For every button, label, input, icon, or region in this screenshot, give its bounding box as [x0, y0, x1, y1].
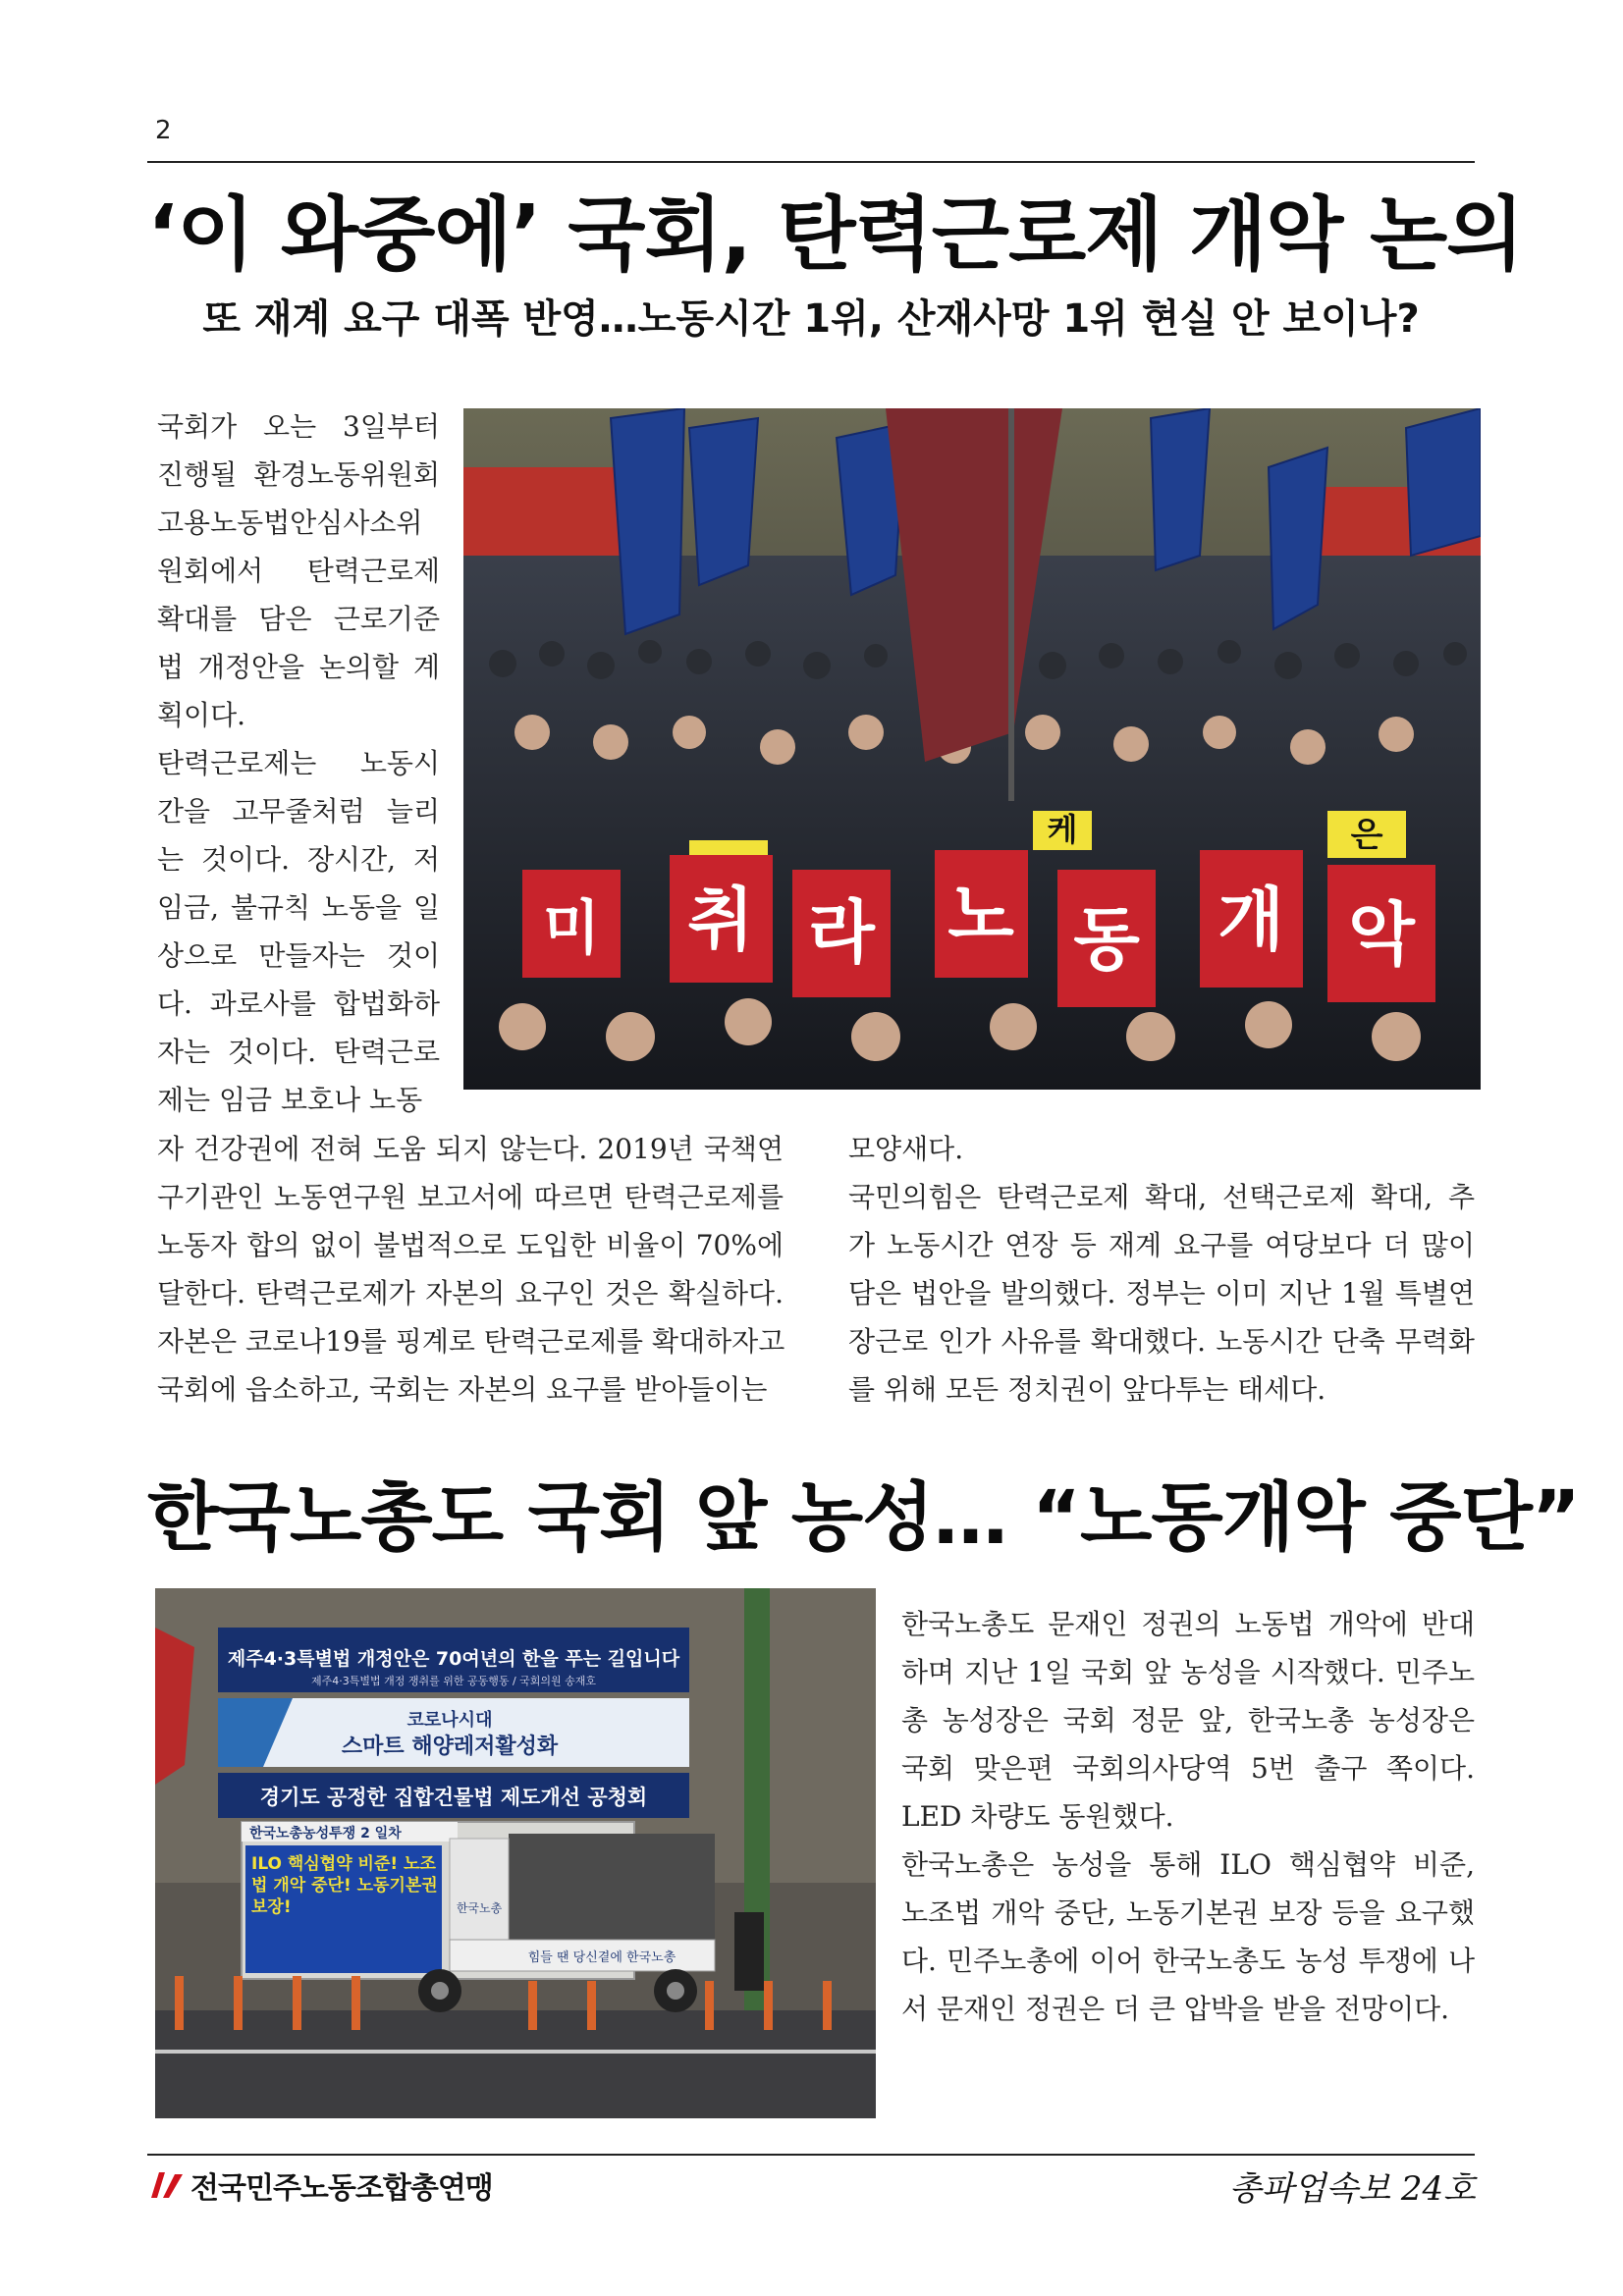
article1-col-a — [157, 402, 440, 1124]
text-line: 한국노총은 농성을 통해 ILO 핵심협약 비준, — [901, 1848, 1475, 1881]
kctu-logo-icon — [149, 2170, 185, 2200]
banner1-text: 제주4·3특별법 개정안은 70여년의 한을 푸는 길입니다 — [227, 1648, 680, 1670]
article2-headline: 한국노총도 국회 앞 농성… “노동개악 중단” — [147, 1473, 1580, 1561]
text-line: 상으로 만들자는 것이 — [157, 939, 440, 972]
text-line: 고용노동법안심사소위 — [157, 507, 423, 539]
text-line: 탄력근로제는 노동시 — [157, 747, 440, 779]
truck-door-text: 한국노총 — [456, 1901, 503, 1915]
truck-top-text: 한국노총농성투쟁 2 일차 — [249, 1826, 402, 1842]
protest-photo-art — [463, 408, 1481, 1090]
text-line: 다. 민주노총에 이어 한국노총도 농성 투쟁에 나 — [901, 1945, 1475, 1977]
text-line: 서 문재인 정권은 더 큰 압박을 받을 전망이다. — [901, 1993, 1450, 2025]
text-line: 원회에서 탄력근로제 — [157, 555, 440, 587]
text-line: 장근로 인가 사유를 확대했다. 노동시간 단축 무력화 — [848, 1325, 1475, 1358]
top-rule — [147, 161, 1475, 163]
sign-text: 케 — [1047, 811, 1078, 848]
text-line: 진행될 환경노동위원회 — [157, 458, 440, 491]
text-line: 국회에 읍소하고, 국회는 자본의 요구를 받아들이는 — [157, 1373, 768, 1406]
article1-col-b — [157, 1125, 784, 1414]
truck-bottom-text: 힘들 땐 당신곁에 한국노총 — [527, 1950, 676, 1965]
text-line: 국회가 오는 3일부터 — [157, 410, 440, 443]
text-line: 하며 지난 1일 국회 앞 농성을 시작했다. 민주노 — [901, 1656, 1475, 1688]
text-line: 가 노동시간 연장 등 재계 요구를 여당보다 더 많이 — [848, 1229, 1475, 1261]
text-line: 제는 임금 보호나 노동 — [157, 1084, 423, 1116]
banner2-line2: 스마트 해양레저활성화 — [341, 1735, 559, 1759]
sign-text: 동 — [1073, 899, 1140, 980]
article1-subheadline: 또 재계 요구 대폭 반영…노동시간 1위, 산재사망 1위 현실 안 보이나? — [202, 296, 1420, 342]
sign-text: 악 — [1348, 894, 1415, 975]
banner2-line1: 코로나시대 — [406, 1710, 493, 1731]
sit-in-photo-art — [155, 1588, 876, 2118]
bottom-rule — [147, 2154, 1475, 2156]
footer-org-name: 전국민주노동조합총연맹 — [190, 2171, 493, 2206]
text-line: 자는 것이다. 탄력근로 — [157, 1036, 440, 1068]
text-line: 는 것이다. 장시간, 저 — [157, 843, 440, 876]
text-line: 간을 고무줄처럼 늘리 — [157, 795, 440, 828]
text-line: 모양새다. — [848, 1133, 964, 1165]
truck-side-text: ILO 핵심협약 비준! 노조법 개악 중단! 노동기본권 보장! — [251, 1854, 438, 1917]
sign-text: 미 — [543, 894, 600, 963]
page-number: 2 — [155, 116, 172, 145]
text-line: 국민의힘은 탄력근로제 확대, 선택근로제 확대, 추 — [848, 1181, 1475, 1213]
text-line: 획이다. — [157, 699, 246, 731]
article2-body — [901, 1600, 1475, 2033]
text-line: 구기관인 노동연구원 보고서에 따르면 탄력근로제를 — [157, 1181, 784, 1213]
article1-headline: ‘이 와중에’ 국회, 탄력근로제 개악 논의 — [147, 188, 1524, 282]
text-line: 국회 맞은편 국회의사당역 5번 출구 쪽이다. — [901, 1752, 1475, 1785]
text-line: 확대를 담은 근로기준 — [157, 603, 440, 635]
text-line: 를 위해 모든 정치권이 앞다투는 태세다. — [848, 1373, 1326, 1406]
text-line: 담은 법안을 발의했다. 정부는 이미 지난 1월 특별연 — [848, 1277, 1475, 1309]
banner1-subtext: 제주4·3특별법 개정 쟁취를 위한 공동행동 / 국회의원 송재호 — [310, 1675, 597, 1687]
text-line: LED 차량도 동원했다. — [901, 1800, 1174, 1833]
text-line: 달한다. 탄력근로제가 자본의 요구인 것은 확실하다. — [157, 1277, 784, 1309]
text-line: 법 개정안을 논의할 계 — [157, 651, 440, 683]
text-line: 다. 과로사를 합법화하 — [157, 988, 440, 1020]
protest-photo — [463, 408, 1481, 1090]
banner3-text: 경기도 공정한 집합건물법 제도개선 공청회 — [259, 1786, 648, 1809]
sign-text: 취 — [687, 880, 754, 960]
text-line: 자 건강권에 전혀 도움 되지 않는다. 2019년 국책연 — [157, 1133, 784, 1165]
sit-in-photo — [155, 1588, 876, 2118]
sign-text: 라 — [808, 892, 875, 973]
text-line: 총 농성장은 국회 정문 앞, 한국노총 농성장은 — [901, 1704, 1475, 1736]
text-line: 자본은 코로나19를 핑계로 탄력근로제를 확대하자고 — [157, 1325, 785, 1358]
sign-text: 은 — [1350, 816, 1383, 855]
text-line: 임금, 불규칙 노동을 일 — [157, 891, 440, 924]
sign-text: 노 — [947, 875, 1014, 955]
sign-text: 개 — [1217, 880, 1284, 960]
text-line: 노조법 개악 중단, 노동기본권 보장 등을 요구했 — [901, 1896, 1475, 1929]
text-line: 노동자 합의 없이 불법적으로 도입한 비율이 70%에 — [157, 1229, 784, 1261]
footer-logo — [149, 2163, 493, 2207]
footer-issue: 총파업속보 24호 — [1228, 2169, 1476, 2209]
article1-col-c — [848, 1125, 1475, 1414]
text-line: 한국노총도 문재인 정권의 노동법 개악에 반대 — [901, 1608, 1475, 1640]
